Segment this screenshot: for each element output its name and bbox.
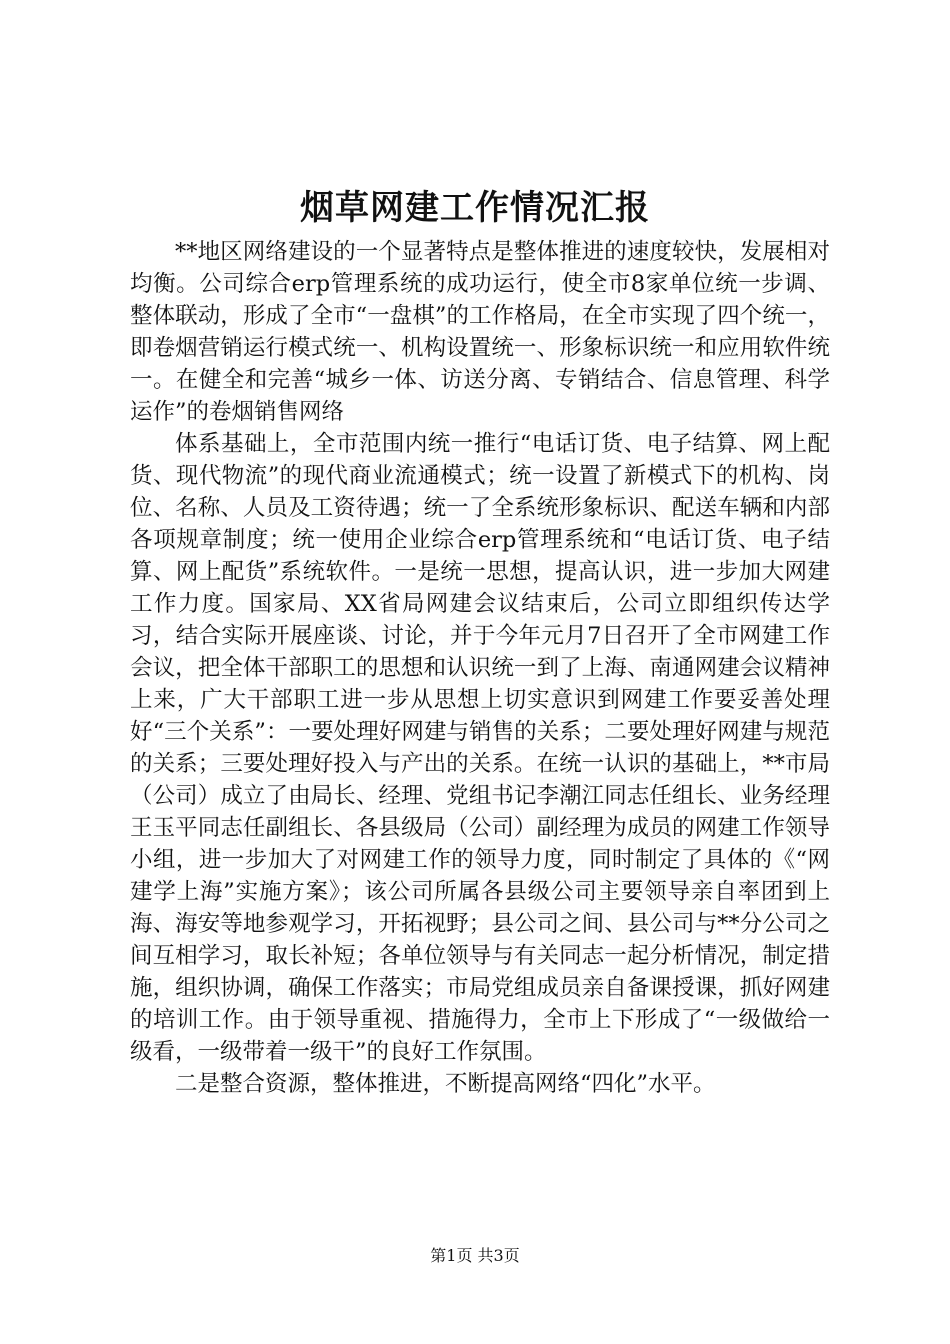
- paragraph-1: **地区网络建设的一个显著特点是整体推进的速度较快，发展相对均衡。公司综合erp管理系统的成功运行，使全市8家单位统一步调、整体联动，形成了全市“一盘棋”的工作格局，在全市实现了四个统一，即卷烟营销运行模式统一、机构设置统一、形象标识统一和应用软件统一。在健全和完善“城乡一体、访送分离、专销结合、信息管理、科学运作”的卷烟销售网络: [130, 239, 830, 425]
- document-title: 烟草网建工作情况汇报: [300, 188, 650, 228]
- document-body: [130, 236, 830, 1100]
- paragraph-2: 体系基础上，全市范围内统一推行“电话订货、电子结算、网上配货、现代物流”的现代商业流通模式；统一设置了新模式下的机构、岗位、名称、人员及工资待遇；统一了全系统形象标识、配送车辆和内部各项规章制度；统一使用企业综合erp管理系统和“电话订货、电子结算、网上配货”系统软件。一是统一思想，提高认识，进一步加大网建工作力度。国家局、XX省局网建会议结束后，公司立即组织传达学习，结合实际开展座谈、讨论，并于今年元月7日召开了全市网建工作会议，把全体干部职工的思想和认识统一到了上海、南通网建会议精神上来，广大干部职工进一步从思想上切实意识到网建工作要妥善处理好“三个关系”：一要处理好网建与销售的关系；二要处理好网建与规范的关系；三要处理好投入与产出的关系。在统一认识的基础上，**市局（公司）成立了由局长、经理、党组书记李潮江同志任组长、业务经理王玉平同志任副组长、各县级局（公司）副经理为成员的网建工作领导小组，进一步加大了对网建工作的领导力度，同时制定了具体的《“网建学上海”实施方案》；该公司所属各县级公司主要领导亲自率团到上海、海安等地参观学习，开拓视野；县公司之间、县公司与**分公司之间互相学习，取长补短；各单位领导与有关同志一起分析情况，制定措施，组织协调，确保工作落实；市局党组成员亲自备课授课，抓好网建的培训工作。由于领导重视、措施得力，全市上下形成了“一级做给一级看，一级带着一级干”的良好工作氛围。: [130, 431, 830, 1065]
- paragraph-3: 二是整合资源，整体推进，不断提高网络“四化”水平。: [175, 1071, 716, 1097]
- page-number-footer: 第1页 共3页: [430, 1246, 520, 1265]
